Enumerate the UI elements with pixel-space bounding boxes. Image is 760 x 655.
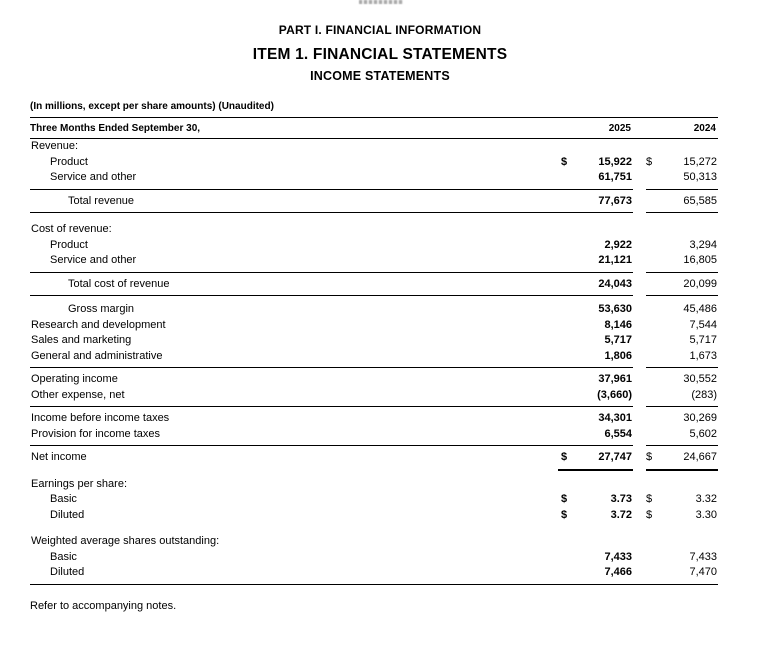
dollar-sign-2025: $ [561, 451, 568, 463]
table-row [30, 477, 718, 493]
row-label: Revenue: [31, 140, 79, 152]
value-2025: 15,922 [598, 155, 632, 168]
row-label: Other expense, net [31, 388, 125, 401]
table-rule-cols [30, 367, 718, 368]
table-rule-cols [30, 189, 718, 190]
dollar-sign-2024: $ [646, 508, 653, 521]
value-2024: 5,717 [689, 334, 717, 346]
dollar-sign-2025: $ [561, 155, 568, 168]
value-2025: 53,630 [598, 303, 632, 315]
rule-gap [633, 295, 646, 296]
dollar-sign-2024: $ [646, 155, 653, 168]
table-rule-cols [30, 272, 718, 273]
table-row [30, 565, 718, 581]
rule-gap [633, 469, 646, 470]
table-row [30, 222, 718, 238]
table-rule-cols [30, 406, 718, 407]
row-label: Income before income taxes [31, 412, 170, 424]
value-2024: 1,673 [689, 349, 717, 362]
value-2025: 21,121 [598, 254, 632, 266]
value-2025: 5,717 [604, 334, 632, 346]
rule-pad [30, 469, 558, 470]
income-table-rows [30, 139, 718, 585]
row-label: Gross margin [68, 303, 135, 315]
value-2024: 3.32 [695, 493, 717, 505]
table-row [30, 190, 718, 210]
row-label: Research and development [31, 318, 166, 331]
rule-segment [30, 584, 718, 585]
rule-segment [558, 469, 633, 471]
table-row [30, 170, 718, 186]
row-label: Weighted average shares outstanding: [31, 535, 220, 547]
rule-segment [30, 367, 633, 368]
table-rule-full [30, 584, 718, 585]
value-2025: 61,751 [598, 171, 632, 183]
value-2024: 3.30 [695, 508, 717, 521]
row-label: Total cost of revenue [68, 277, 170, 290]
value-2024: 50,313 [683, 171, 717, 183]
dollar-sign-2025: $ [561, 508, 568, 521]
value-2024: (283) [691, 388, 717, 401]
rule-segment [30, 295, 633, 296]
table-row [30, 508, 718, 524]
table-header-row [30, 118, 718, 138]
dollar-sign-2024: $ [646, 451, 653, 463]
table-row [30, 302, 718, 318]
clipped-page-artifact [359, 0, 403, 4]
rule-gap [633, 272, 646, 273]
rule-segment [30, 445, 633, 446]
row-label: General and administrative [31, 349, 163, 362]
table-row [30, 550, 718, 566]
value-2024: 7,470 [689, 566, 717, 578]
value-2024: 3,294 [689, 238, 717, 251]
row-spacer [30, 213, 718, 222]
value-2025: 34,301 [598, 412, 632, 424]
row-label: Basic [50, 550, 77, 563]
income-statement-table [30, 101, 718, 613]
rule-segment [30, 212, 633, 213]
row-label: Cost of revenue: [31, 223, 112, 235]
value-2024: 5,602 [689, 427, 717, 440]
rule-gap [633, 367, 646, 368]
rule-gap [633, 189, 646, 190]
table-row [30, 333, 718, 349]
row-label: Product [50, 238, 88, 251]
table-row [30, 273, 718, 293]
item-heading: ITEM 1. FINANCIAL STATEMENTS [252, 46, 508, 63]
dollar-sign-2025: $ [561, 493, 568, 505]
table-row [30, 368, 718, 388]
rule-segment [30, 189, 633, 190]
rule-gap [633, 406, 646, 407]
table-row [30, 155, 718, 171]
table-row [30, 139, 718, 155]
table-row [30, 349, 718, 365]
row-label: Operating income [31, 373, 118, 385]
value-2025: (3,660) [597, 388, 632, 401]
value-2025: 3.72 [610, 508, 632, 521]
value-2025: 24,043 [598, 277, 632, 290]
table-row [30, 534, 718, 550]
row-label: Sales and marketing [31, 334, 132, 346]
value-2024: 15,272 [683, 155, 717, 168]
row-spacer [30, 523, 718, 534]
row-label: Earnings per share: [31, 477, 127, 490]
table-row [30, 407, 718, 427]
value-2025: 77,673 [598, 194, 632, 207]
row-label: Product [50, 155, 88, 168]
rule-segment [30, 272, 633, 273]
value-2024: 30,552 [683, 373, 717, 385]
value-2025: 6,554 [604, 427, 632, 440]
document-titles [0, 23, 760, 84]
rule-segment [30, 406, 633, 407]
value-2024: 20,099 [683, 277, 717, 290]
value-2024: 30,269 [683, 412, 717, 424]
rule-segment [646, 367, 718, 368]
row-label: Diluted [50, 566, 85, 578]
statement-heading: INCOME STATEMENTS [310, 69, 450, 83]
table-row [30, 388, 718, 404]
rule-segment [646, 189, 718, 190]
rule-gap [633, 445, 646, 446]
table-row [30, 492, 718, 508]
value-2025: 3.73 [610, 493, 632, 505]
rule-segment [646, 272, 718, 273]
value-2024: 7,433 [689, 550, 717, 563]
value-2024: 65,585 [683, 194, 717, 207]
units-note: (In millions, except per share amounts) (Unaudited) [30, 101, 274, 112]
value-2024: 45,486 [683, 303, 717, 315]
row-label: Net income [31, 451, 87, 463]
value-2025: 8,146 [604, 318, 632, 331]
value-2025: 7,466 [604, 566, 632, 578]
row-label: Service and other [50, 171, 137, 183]
row-label: Total revenue [68, 194, 135, 207]
rule-segment [646, 295, 718, 296]
rule-segment [646, 212, 718, 213]
table-rule-cols [30, 295, 718, 296]
dollar-sign-2024: $ [646, 493, 653, 505]
value-2025: 37,961 [598, 373, 632, 385]
value-2025: 2,922 [604, 238, 632, 251]
table-row [30, 253, 718, 269]
row-label: Diluted [50, 508, 85, 521]
value-2025: 1,806 [604, 349, 632, 362]
table-header-label: Three Months Ended September 30, [30, 122, 201, 134]
column-header-2024: 2024 [693, 122, 716, 134]
row-label: Provision for income taxes [31, 427, 160, 440]
table-row [30, 318, 718, 334]
value-2024: 7,544 [689, 318, 717, 331]
row-label: Basic [50, 493, 77, 505]
part-heading: PART I. FINANCIAL INFORMATION [278, 23, 482, 37]
rule-segment [646, 406, 718, 407]
value-2024: 24,667 [683, 451, 717, 463]
value-2025: 27,747 [598, 451, 632, 463]
table-rule-cols [30, 445, 718, 446]
column-header-2025: 2025 [608, 122, 631, 134]
table-row [30, 446, 718, 466]
row-label: Service and other [50, 254, 137, 266]
value-2025: 7,433 [604, 550, 632, 563]
rule-segment [646, 469, 718, 471]
rule-segment [646, 445, 718, 446]
rule-gap [633, 212, 646, 213]
table-rule-cols [30, 212, 718, 213]
table-row [30, 238, 718, 254]
footer-note: Refer to accompanying notes. [30, 599, 177, 612]
table-row [30, 427, 718, 443]
value-2024: 16,805 [683, 254, 717, 266]
